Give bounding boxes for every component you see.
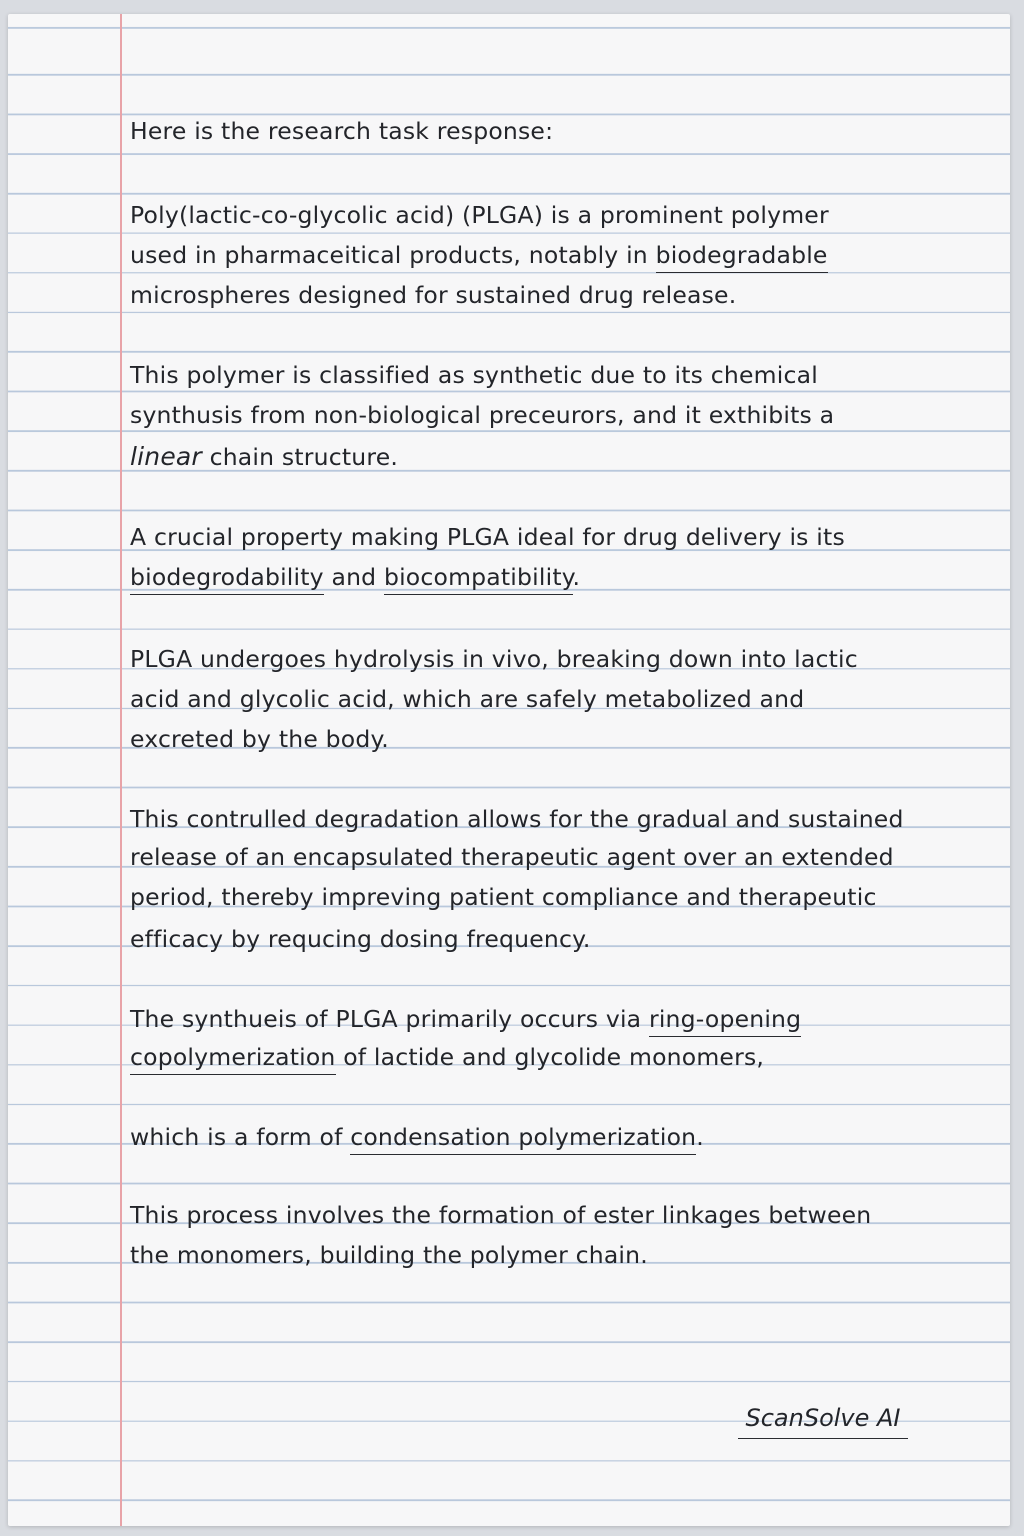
p3-line-1: A crucial property making PLGA ideal for drug delivery is its bbox=[130, 523, 845, 551]
p3-and: and bbox=[331, 563, 377, 591]
underlined-ring-opening: ring-opening bbox=[649, 1005, 801, 1037]
p6-line-1 bbox=[130, 1005, 802, 1033]
p5-line-2: release of an encapsulated therapeutic agent over an extended bbox=[130, 843, 894, 871]
p1-line-1: Poly(lactic-co-glycolic acid) (PLGA) is a prominent polymer bbox=[130, 201, 829, 229]
p2-line-1: This polymer is classified as synthetic due to its chemical bbox=[130, 361, 818, 389]
p2-line-3 bbox=[130, 444, 398, 470]
p7-period: . bbox=[696, 1123, 704, 1151]
p6-line-1-text: The synthueis of PLGA primarily occurs via bbox=[130, 1005, 642, 1033]
p1-line-2 bbox=[130, 241, 828, 269]
p5-line-3: period, thereby impreving patient compliance and therapeutic bbox=[130, 883, 877, 911]
underlined-copolymerization: copolymerization bbox=[130, 1043, 336, 1075]
underlined-biodegrodability: biodegrodability bbox=[130, 563, 324, 595]
underlined-biodegradable: biodegradable bbox=[656, 241, 828, 273]
notebook-page bbox=[8, 14, 1010, 1526]
intro-line: Here is the research task response: bbox=[130, 117, 554, 145]
p6-line-2 bbox=[130, 1043, 765, 1071]
p3-period: . bbox=[572, 563, 581, 591]
p4-line-2: acid and glycolic acid, which are safely metabolized and bbox=[130, 685, 805, 713]
p1-line-2-text: used in pharmaceitical products, notably in bbox=[130, 241, 648, 269]
p4-line-3: excreted by the body. bbox=[130, 725, 389, 753]
underlined-condensation-polymerization: condensation polymerization bbox=[350, 1123, 696, 1155]
p5-line-1: This contrulled degradation allows for the gradual and sustained bbox=[130, 805, 904, 833]
underlined-biocompatibility: biocompatibility bbox=[384, 563, 573, 595]
p7-line-1-text: which is a form of bbox=[130, 1123, 343, 1151]
p5-line-4: efficacy by requcing dosing frequency. bbox=[130, 925, 591, 953]
emphasized-linear: linear bbox=[130, 442, 202, 471]
signature: ScanSolve AI bbox=[738, 1404, 908, 1439]
p3-line-2 bbox=[130, 563, 581, 591]
p7-line-1 bbox=[130, 1123, 704, 1151]
p1-line-3: microspheres designed for sustained drug release. bbox=[130, 281, 737, 309]
margin-line bbox=[120, 14, 122, 1526]
p2-line-2: synthusis from non-biological preceurors, and it exthibits a bbox=[130, 401, 835, 429]
p8-line-1: This process involves the formation of ester linkages between bbox=[130, 1201, 872, 1229]
p4-line-1: PLGA undergoes hydrolysis in vivo, breaking down into lactic bbox=[130, 645, 858, 673]
p2-line-3-text: chain structure. bbox=[209, 443, 399, 471]
p8-line-2: the monomers, building the polymer chain. bbox=[130, 1241, 648, 1269]
p6-line-2-text: of lactide and glycolide monomers, bbox=[343, 1043, 765, 1071]
